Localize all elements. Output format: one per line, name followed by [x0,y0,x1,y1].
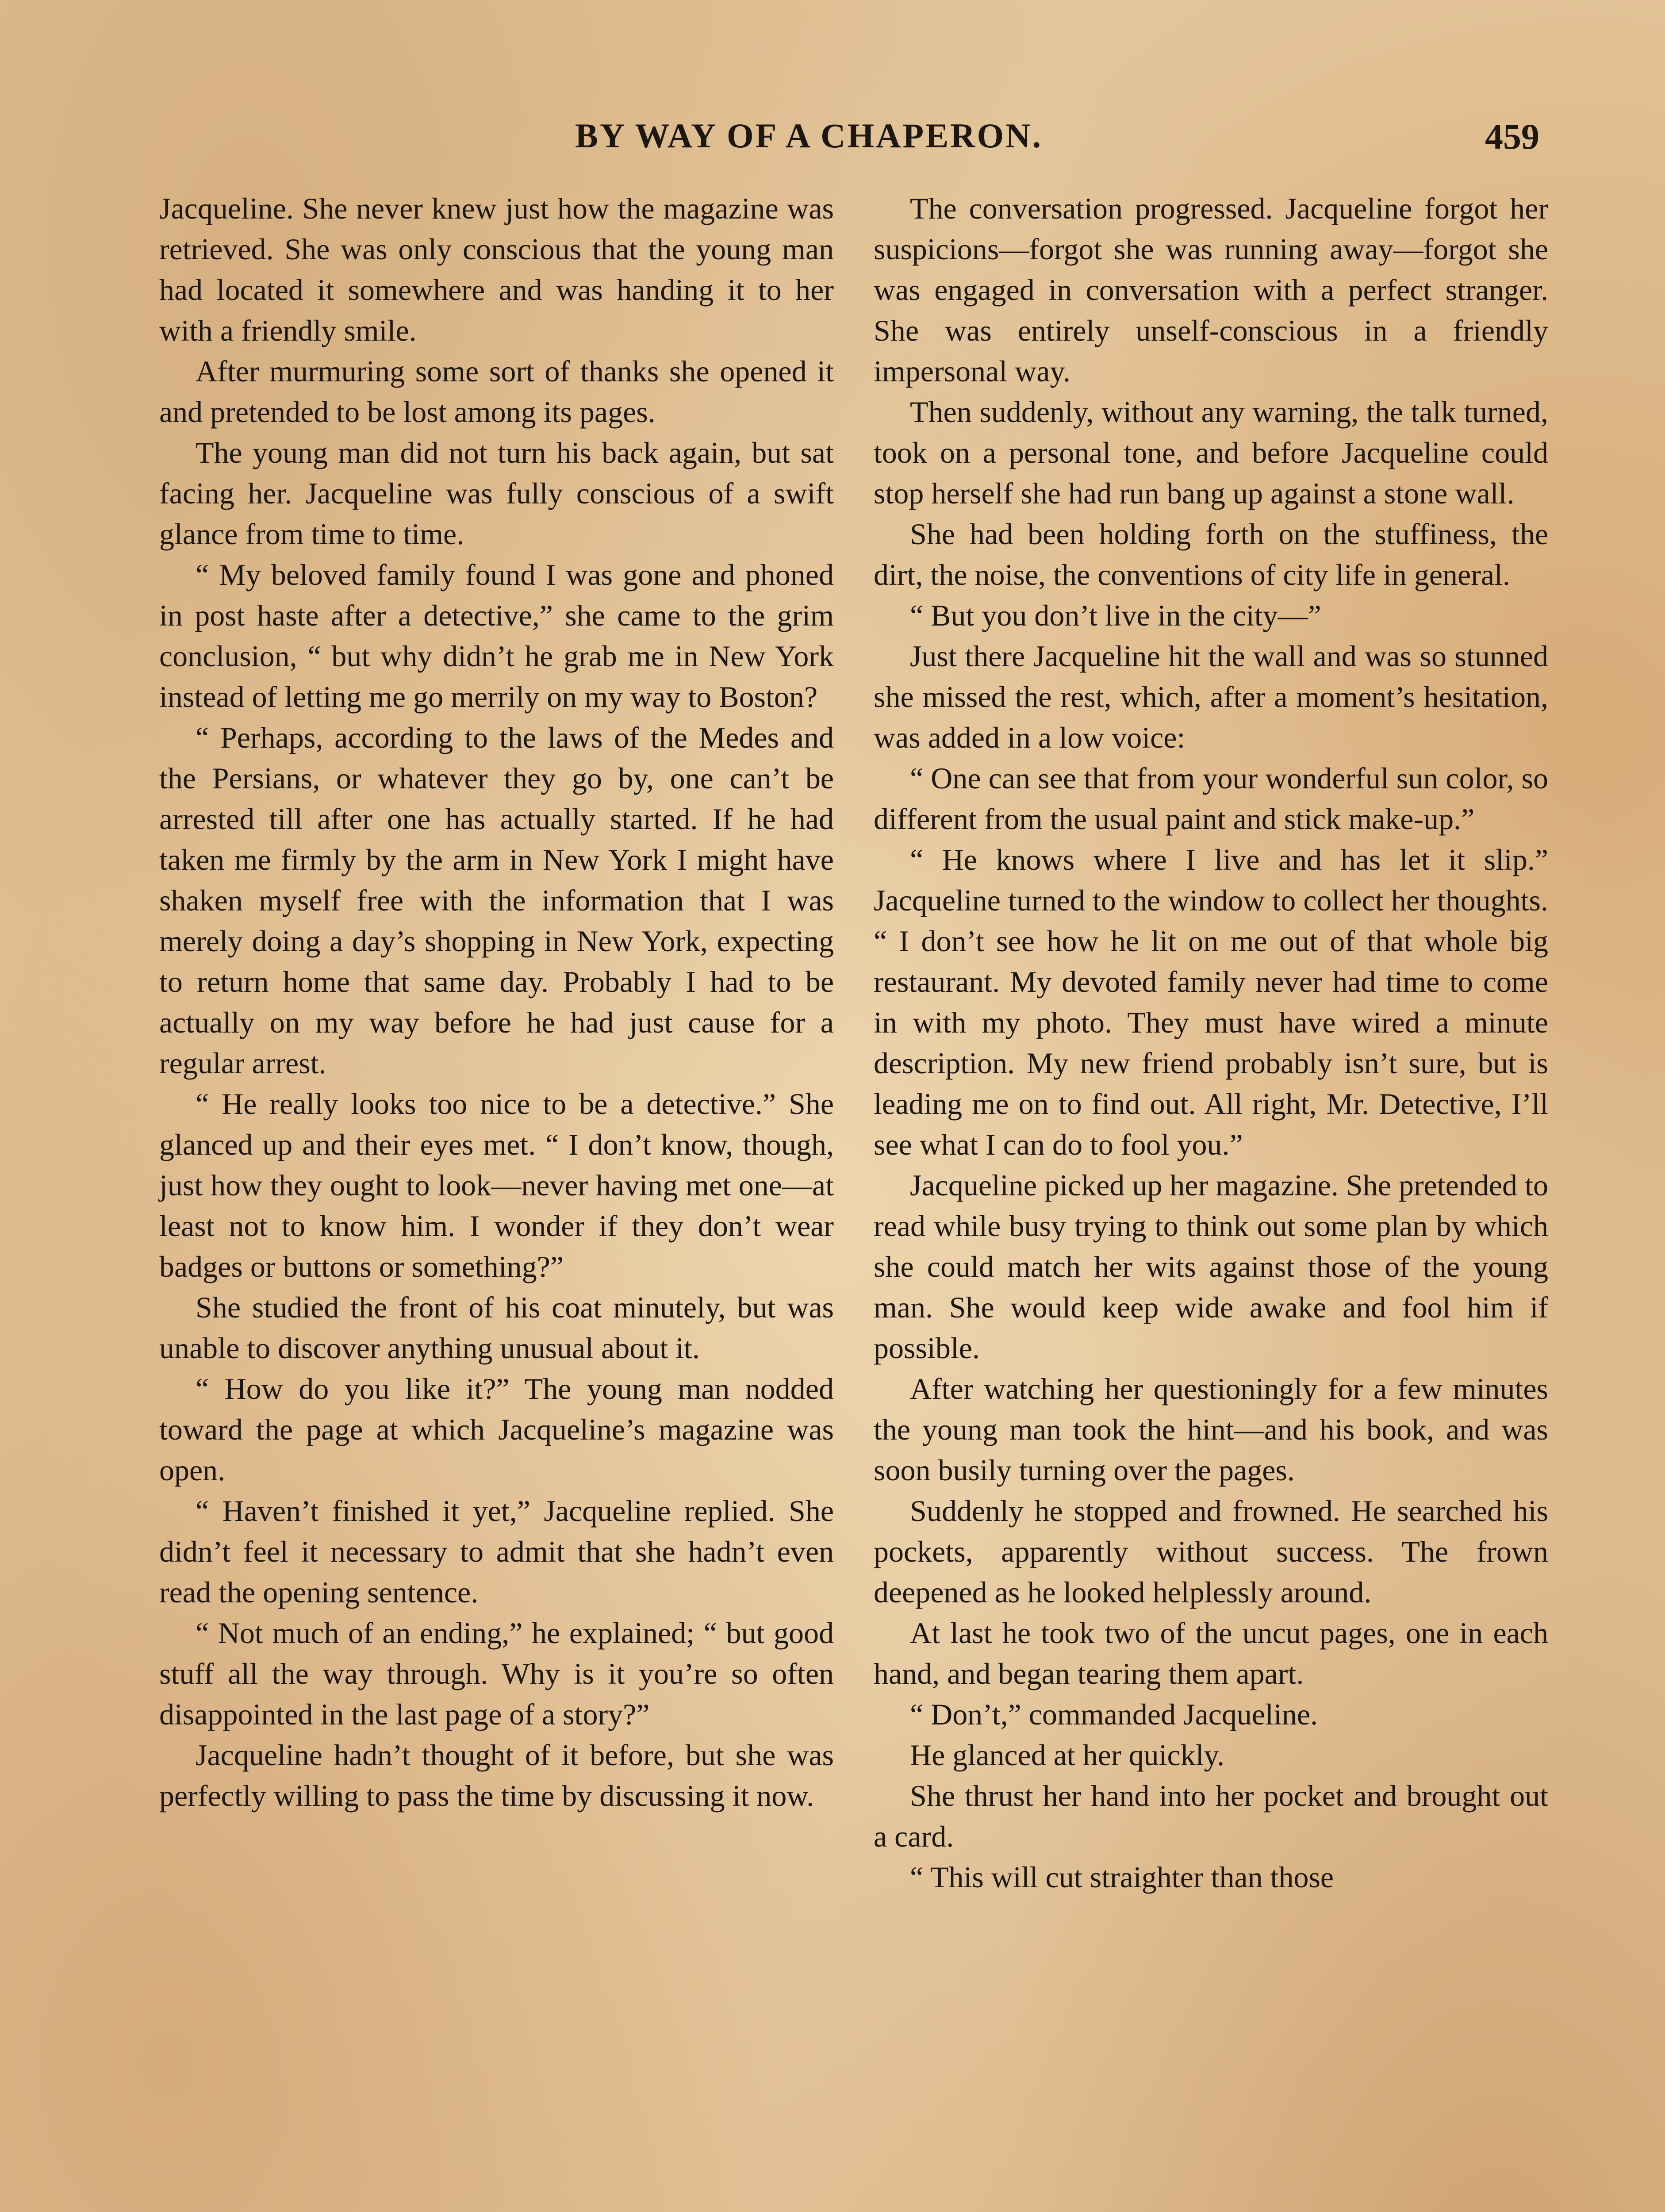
left-column [159,188,834,1816]
paragraph: “ One can see that from your wonderful sun color, so different from the usual paint and stick make-up.” [874,761,1548,836]
paragraph: Jacqueline. She never knew just how the magazine was retrieved. She was only conscious that the young man had located it somewhere and was handing it to her with a friendly smile. [159,192,834,347]
paragraph: Just there Jacqueline hit the wall and was so stunned she missed the rest, which, after a moment’s hesitation, was added in a low voice: [874,639,1548,754]
paragraph: “ My beloved family found I was gone and phoned in post haste after a detective,” she came to the grim conclusion, “ but why didn’t he grab me in New York instead of letting me go merrily on my way to Boston? [159,558,834,714]
paragraph: After watching her questioningly for a few minutes the young man took the hint—and his book, and was soon busily turning over the pages. [874,1372,1548,1487]
paragraph: Suddenly he stopped and frowned. He searched his pockets, apparently without success. The frown deepened as he looked helplessly around. [874,1494,1548,1609]
paragraph: Jacqueline hadn’t thought of it before, but she was perfectly willing to pass the time by discussing it now. [159,1738,834,1813]
right-column [874,188,1548,1897]
paragraph: “ Don’t,” commanded Jacqueline. [910,1697,1318,1731]
paragraph: “ He really looks too nice to be a detective.” She glanced up and their eyes met. “ I don’t know, though, just how they ought to look—never having met one—at least not to know him. I wonder if they don’t wear badges or buttons or something?” [159,1087,834,1283]
page-number: 459 [1485,116,1539,157]
paragraph: “ This will cut straighter than those [910,1860,1334,1894]
paragraph: “ Haven’t finished it yet,” Jacqueline replied. She didn’t feel it necessary to admit that she hadn’t even read the opening sentence. [159,1494,834,1609]
paragraph: “ How do you like it?” The young man nodded toward the page at which Jacqueline’s magazine was open. [159,1372,834,1487]
paragraph: Jacqueline picked up her magazine. She pretended to read while busy trying to think out some plan by which she could match her wits against those of the young man. She would keep wide awake and fool him if possible. [874,1168,1548,1365]
paragraph: The young man did not turn his back again, but sat facing her. Jacqueline was fully conscious of a swift glance from time to time. [159,436,834,551]
paragraph: He glanced at her quickly. [910,1738,1225,1772]
paragraph: Then suddenly, without any warning, the talk turned, took on a personal tone, and before Jacqueline could stop herself she had run bang up against a stone wall. [874,395,1548,510]
paragraph: After murmuring some sort of thanks she opened it and pretended to be lost among its pages. [159,354,834,429]
paragraph: She had been holding forth on the stuffiness, the dirt, the noise, the conventions of city life in general. [874,517,1548,591]
paragraph: “ But you don’t live in the city—” [910,599,1321,632]
page-header [159,116,1539,169]
running-title: BY WAY OF A CHAPERON. [575,116,1043,155]
paragraph: At last he took two of the uncut pages, one in each hand, and began tearing them apart. [874,1616,1548,1690]
paragraph: She studied the front of his coat minutely, but was unable to discover anything unusual about it. [159,1290,834,1365]
paragraph: “ Perhaps, according to the laws of the Medes and the Persians, or whatever they go by, one can’t be arrested till after one has actually started. If he had taken me firmly by the arm in New York I might have shaken myself free with the information that I was merely doing a day’s shopping in New York, expecting to return home that same day. Probably I had to be actually on my way before he had just cause for a regular arrest. [159,721,834,1080]
paragraph: “ He knows where I live and has let it slip.” Jacqueline turned to the window to collect her thoughts. “ I don’t see how he lit on me out of that whole big restaurant. My devoted family never had time to come in with my photo. They must have wired a minute description. My new friend probably isn’t sure, but is leading me on to find out. All right, Mr. Detective, I’ll see what I can do to fool you.” [874,843,1548,1161]
paragraph: The conversation progressed. Jacqueline forgot her suspicions—forgot she was running away—forgot she was engaged in conversation with a perfect stranger. She was entirely unself-conscious in a friendly impersonal way. [874,192,1548,388]
paragraph: “ Not much of an ending,” he explained; “ but good stuff all the way through. Why is it you’re so often disappointed in the last page of a story?” [159,1616,834,1731]
paragraph: She thrust her hand into her pocket and brought out a card. [874,1779,1548,1853]
